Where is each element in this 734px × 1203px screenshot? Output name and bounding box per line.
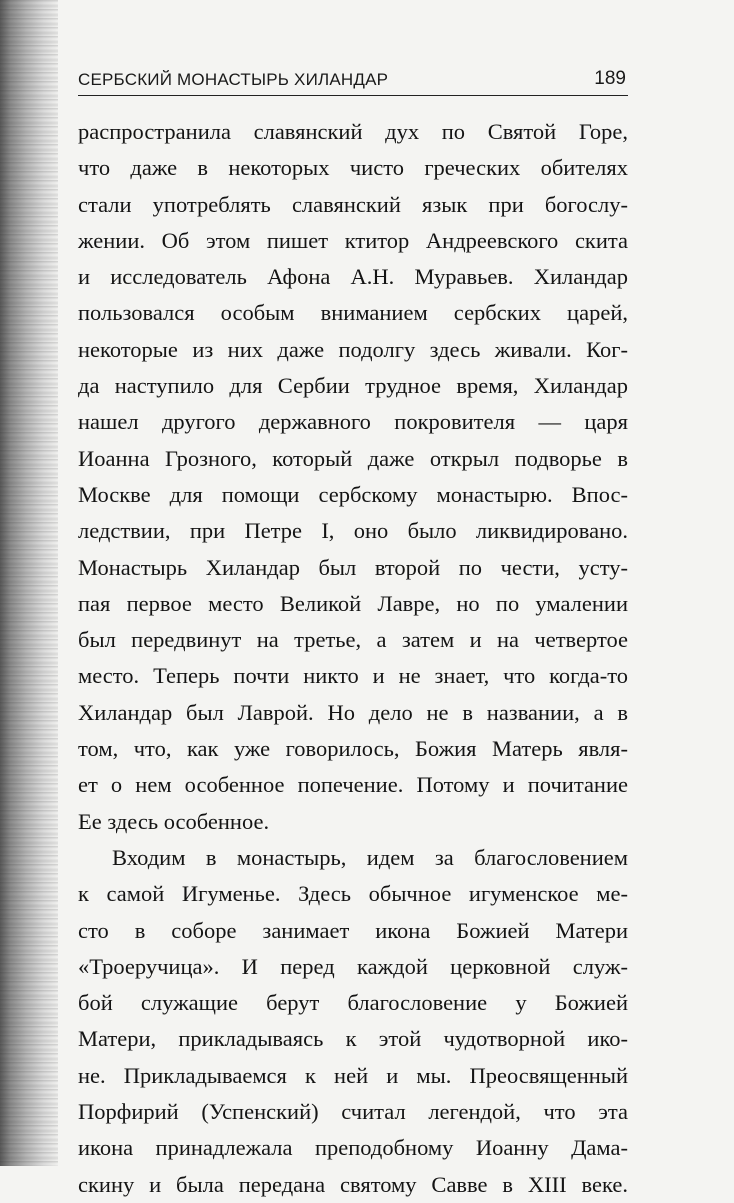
text-line: «Троеручица». И перед каждой церковной служ- xyxy=(78,953,628,979)
text-line: скину и была передана святому Савве в XIII веке. xyxy=(78,1171,628,1197)
page-number: 189 xyxy=(594,68,626,89)
text-line: Хиландар был Лаврой. Но дело не в названии, а в xyxy=(78,699,628,725)
text-line: к самой Игуменье. Здесь обычное игуменское ме- xyxy=(78,881,628,907)
text-line: нашел другого державного покровителя — царя xyxy=(78,409,628,435)
text-line: некоторые из них даже подолгу здесь живали. Ког- xyxy=(78,336,628,362)
text-line: да наступило для Сербии трудное время, Хиландар xyxy=(78,373,628,399)
book-gutter-shadow xyxy=(0,0,58,1166)
text-line: Иоанна Грозного, который даже открыл подворье в xyxy=(78,445,628,471)
text-line: стали употреблять славянский язык при богослу- xyxy=(78,191,628,217)
text-line: ледствии, при Петре I, оно было ликвидировано. xyxy=(78,518,628,544)
paragraph-start-line: Входим в монастырь, идем за благословением xyxy=(112,844,628,870)
text-line: Порфирий (Успенский) считал легендой, что эта xyxy=(78,1099,628,1125)
text-line: пользовался особым вниманием сербских царей, xyxy=(78,300,628,326)
text-line: пая первое место Великой Лавре, но по умалении xyxy=(78,590,628,616)
text-line: и исследователь Афона А.Н. Муравьев. Хиландар xyxy=(78,264,628,290)
text-line: жении. Об этом пишет ктитор Андреевского скита xyxy=(78,227,628,253)
text-line: том, что, как уже говорилось, Божия Матерь явля- xyxy=(78,736,628,762)
body-text xyxy=(78,114,628,1203)
paragraph-end-line: Ее здесь особенное. xyxy=(78,808,270,834)
running-header xyxy=(78,64,628,96)
running-title: СЕРБСКИЙ МОНАСТЫРЬ ХИЛАНДАР xyxy=(78,70,389,89)
text-line: Монастырь Хиландар был второй по чести, усту- xyxy=(78,554,628,580)
text-line: не. Прикладываемся к ней и мы. Преосвященный xyxy=(78,1062,628,1088)
text-line: бой служащие берут благословение у Божией xyxy=(78,990,628,1016)
text-line: Матери, прикладываясь к этой чудотворной ико- xyxy=(78,1026,628,1052)
text-line: ет о нем особенное попечение. Потому и почитание xyxy=(78,772,628,798)
text-line: был передвинут на третье, а затем и на четвертое xyxy=(78,627,628,653)
text-line: место. Теперь почти никто и не знает, что когда-то xyxy=(78,663,628,689)
text-line: что даже в некоторых чисто греческих обителях xyxy=(78,155,628,181)
text-line: Москве для помощи сербскому монастырю. Впос- xyxy=(78,481,628,507)
text-line: распространила славянский дух по Святой Горе, xyxy=(78,119,628,144)
text-line: икона принадлежала преподобному Иоанну Дама- xyxy=(78,1135,628,1161)
text-line: сто в соборе занимает икона Божией Матери xyxy=(78,917,628,943)
